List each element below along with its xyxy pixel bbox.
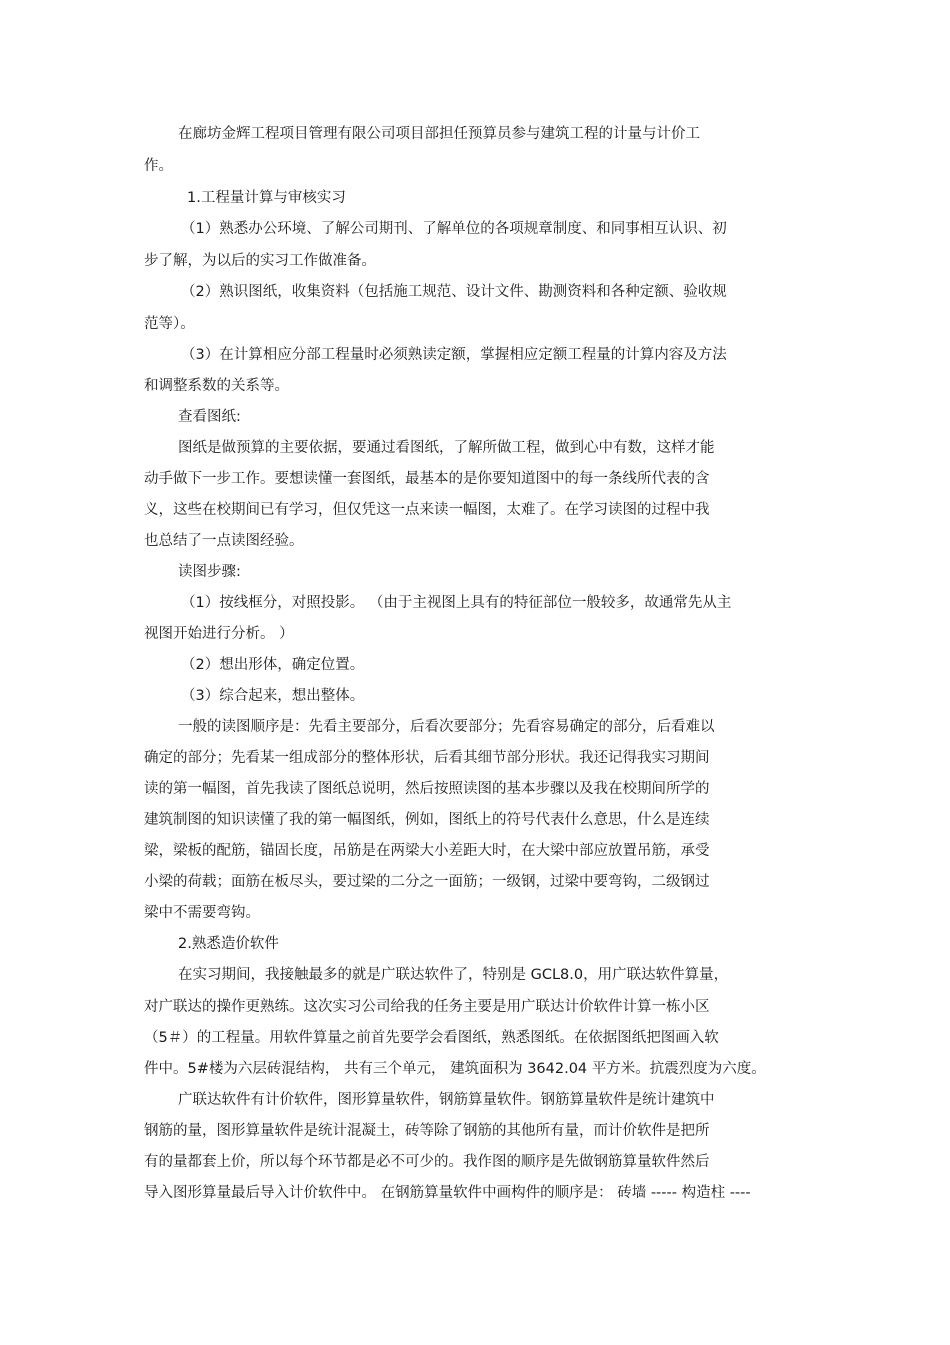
text-line: 步了解，为以后的实习工作做准备。: [144, 253, 376, 269]
text-line: （3）在计算相应分部工程量时必须熟读定额，掌握相应定额工程量的计算内容及方法: [181, 347, 727, 363]
text-line: 读的第一幅图，首先我读了图纸总说明，然后按照读图的基本步骤以及我在校期间所学的: [144, 781, 710, 797]
text-line: （2）想出形体，确定位置。: [181, 657, 365, 673]
text-line: 范等）。: [144, 316, 195, 332]
text-line: （5＃）的工程量。用软件算量之前首先要学会看图纸，熟悉图纸。在依据图纸把图画入软: [144, 1030, 719, 1046]
text-line: （1）按线框分，对照投影。 （由于主视图上具有的特征部位一般较多，故通常先从主: [181, 595, 732, 611]
text-line: （1）熟悉办公环境、了解公司期刊、了解单位的各项规章制度、和同事相互认识、初: [181, 221, 727, 237]
text-line: 梁，梁板的配筋，锚固长度，吊筋是在两梁大小差距大时，在大梁中部应放置吊筋，承受: [144, 843, 710, 859]
section-heading: 2.熟悉造价软件: [178, 936, 279, 952]
text-line: 和调整系数的关系等。: [144, 378, 289, 394]
text-line: 件中。5#楼为六层砖混结构， 共有三个单元， 建筑面积为 3642.04 平方米。抗震烈度为六度。: [144, 1061, 766, 1077]
text-line: 在实习期间，我接触最多的就是广联达软件了，特别是 GCL8.0，用广联达软件算量，: [178, 967, 729, 983]
text-line: 有的量都套上价，所以每个环节都是必不可少的。我作图的顺序是先做钢筋算量软件然后: [144, 1154, 710, 1170]
text-line: 建筑制图的知识读懂了我的第一幅图纸，例如，图纸上的符号代表什么意思，什么是连续: [144, 812, 710, 828]
text-line: 梁中不需要弯钩。: [144, 905, 260, 921]
text-line: 图纸是做预算的主要依据，要通过看图纸，了解所做工程，做到心中有数，这样才能: [178, 440, 715, 456]
text-line: 一般的读图顺序是：先看主要部分，后看次要部分；先看容易确定的部分，后看难以: [178, 719, 715, 735]
text-line: 确定的部分；先看某一组成部分的整体形状，后看其细节部分形状。我还记得我实习期间: [144, 750, 710, 766]
text-line: 查看图纸:: [178, 409, 241, 425]
section-heading: 1.工程量计算与审核实习: [187, 190, 346, 206]
text-line: 也总结了一点读图经验。: [144, 533, 304, 549]
text-line: 义，这些在校期间已有学习，但仅凭这一点来读一幅图，太难了。在学习读图的过程中我: [144, 502, 710, 518]
text-line: 广联达软件有计价软件，图形算量软件，钢筋算量软件。钢筋算量软件是统计建筑中: [178, 1092, 715, 1108]
text-line: 作。: [144, 158, 173, 174]
text-line: （3）综合起来，想出整体。: [181, 688, 365, 704]
text-line: （2）熟识图纸，收集资料（包括施工规范、设计文件、勘测资料和各种定额、验收规: [181, 284, 727, 300]
text-line: 在廊坊金辉工程项目管理有限公司项目部担任预算员参与建筑工程的计量与计价工: [178, 126, 700, 142]
text-line: 钢筋的量，图形算量软件是统计混凝土，砖等除了钢筋的其他所有量，而计价软件是把所: [144, 1123, 710, 1139]
text-line: 导入图形算量最后导入计价软件中。 在钢筋算量软件中画构件的顺序是： 砖墙 ----- 构造柱 ----: [144, 1185, 751, 1201]
text-line: 动手做下一步工作。要想读懂一套图纸，最基本的是你要知道图中的每一条线所代表的含: [144, 471, 710, 487]
text-line: 视图开始进行分析。 ）: [144, 626, 294, 642]
text-line: 对广联达的操作更熟练。这次实习公司给我的任务主要是用广联达计价软件计算一栋小区: [144, 999, 710, 1015]
text-line: 小梁的荷载；面筋在板尽头，要过梁的二分之一面筋；一级钢，过梁中要弯钩，二级钢过: [144, 874, 710, 890]
text-line: 读图步骤:: [178, 564, 241, 580]
